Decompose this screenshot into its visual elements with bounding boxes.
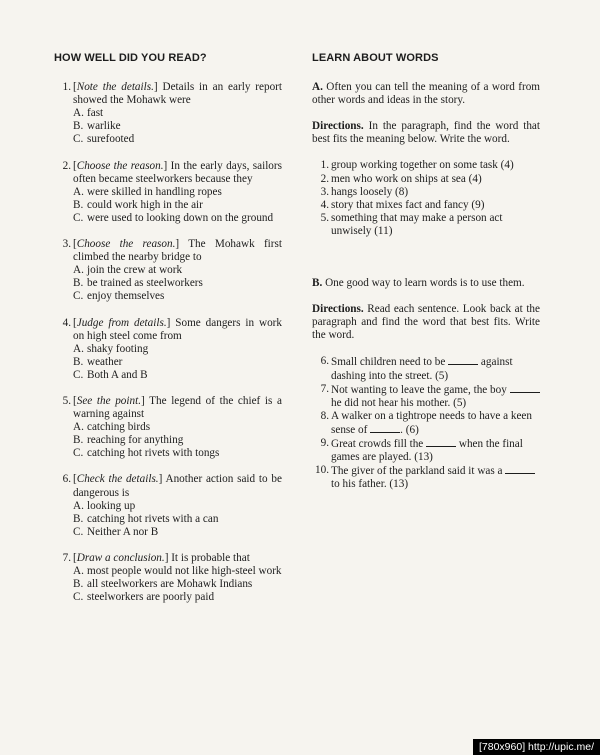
answer-option: C. steelworkers are poorly paid <box>73 591 215 604</box>
list-item: 10. The giver of the parkland said it was a to his father. (13) <box>312 464 540 491</box>
part-a-intro: A. Often you can tell the meaning of a word from other words and ideas in the story. <box>312 81 540 107</box>
answer-option: A. most people would not like high-steel work <box>73 565 282 577</box>
question-hint: Judge from details. <box>76 316 167 329</box>
watermark-label: [780x960] http://upic.me/ <box>473 739 600 755</box>
question-number: 1. <box>62 81 71 94</box>
answer-option: C. were used to looking down on the ground <box>73 211 274 224</box>
question: 4. [Judge from details.] Some dangers in work on high steel come from A. shaky footing B. weather C. Both A and B <box>54 317 282 382</box>
part-a-items <box>312 159 540 238</box>
answer-option: C. Both A and B <box>73 368 148 381</box>
answer-option: B. catching hot rivets with a can <box>73 512 219 525</box>
vocabulary-column <box>312 52 540 504</box>
question-text: ] Some dangers in work on high steel come from <box>73 316 283 342</box>
answer-option: A. shaky footing <box>73 342 149 355</box>
answer-option: C. Neither A nor B <box>73 525 159 538</box>
part-b-directions: Directions. Read each sentence. Look back at the paragraph and find the word that best fits. Write the word. <box>312 303 540 342</box>
vocabulary-heading: LEARN ABOUT WORDS <box>312 52 439 64</box>
answer-option: B. warlike <box>73 120 121 133</box>
part-b-items <box>312 355 540 491</box>
question: 6. [Check the details.] Another action said to be dangerous is A. looking up B. catching hot rivets with a can C. Neither A nor B <box>54 473 282 538</box>
answer-option: A. were skilled in handling ropes <box>73 185 222 198</box>
list-item: 8. A walker on a tightrope needs to have a keen sense of . (6) <box>320 409 532 436</box>
question-number: 5. <box>62 394 71 407</box>
question-hint: See the point. <box>76 394 141 407</box>
question-text: ] The legend of the chief is a warning against <box>73 394 282 421</box>
question: 5. [See the point.] The legend of the chief is a warning against A. catching birds B. reaching for anything C. catching hot rivets with tongs <box>54 395 282 460</box>
question-number: 2. <box>62 159 71 172</box>
answer-option: A. catching birds <box>73 421 151 434</box>
answer-blank <box>510 383 540 393</box>
question-hint: Check the details. <box>76 473 159 486</box>
list-item: 4. story that mixes fact and fancy (9) <box>320 198 485 211</box>
reading-questions-column <box>54 52 282 617</box>
answer-option: B. weather <box>73 355 123 368</box>
part-a-directions: Directions. In the paragraph, find the word that best fits the meaning below. Write the word. <box>312 120 540 146</box>
answer-option: C. enjoy themselves <box>73 290 165 303</box>
question-hint: Note the details. <box>76 81 154 94</box>
list-item: 2. men who work on ships at sea (4) <box>320 172 482 185</box>
question-text: ] Details in an early report showed the Mohawk were <box>73 81 282 107</box>
part-b-intro: B. One good way to learn words is to use them. <box>312 277 525 290</box>
list-item: 5. something that may make a person act unwisely (11) <box>320 211 503 237</box>
question-hint: Choose the reason. <box>76 159 164 172</box>
answer-blank <box>426 437 456 447</box>
answer-blank <box>370 423 400 433</box>
question-number: 6. <box>62 473 71 486</box>
question: 2. [Choose the reason.] In the early days, sailors often became steelworkers because they A. were skilled in handling ropes B. could work high in the air C. were used to looking down on the ground <box>54 160 282 225</box>
answer-option: B. could work high in the air <box>73 198 203 211</box>
answer-option: C. surefooted <box>73 133 135 146</box>
list-item: 7. Not wanting to leave the game, the boy he did not hear his mother. (5) <box>312 383 540 410</box>
answer-option: B. reaching for anything <box>73 434 184 447</box>
question-hint: Draw a conclusion. <box>76 551 165 564</box>
list-item: 9. Great crowds fill the when the final games are played. (13) <box>320 436 523 464</box>
answer-option: B. be trained as steelworkers <box>73 277 203 290</box>
question: 7. [Draw a conclusion.] It is probable that A. most people would not like high-steel work B. all steelworkers are Mohawk Indians C. steelworkers are poorly paid <box>54 552 282 604</box>
question-text: ] It is probable that <box>164 551 250 564</box>
question-text: ] In the early days, sailors often became steelworkers because they <box>73 159 282 185</box>
list-item: 1. group working together on some task (4) <box>320 159 514 172</box>
reading-questions-heading: HOW WELL DID YOU READ? <box>54 52 207 64</box>
question-hint: Choose the reason. <box>76 238 176 251</box>
question-number: 7. <box>62 551 71 564</box>
answer-option: B. all steelworkers are Mohawk Indians <box>73 578 253 591</box>
question-number: 3. <box>62 238 71 251</box>
question-text: ] The Mohawk first climbed the nearby bridge to <box>73 238 282 264</box>
answer-option: A. fast <box>73 107 104 120</box>
question: 1. [Note the details.] Details in an early report showed the Mohawk were A. fast B. warlike C. surefooted <box>54 81 282 146</box>
answer-blank <box>448 355 478 365</box>
answer-blank <box>505 464 535 474</box>
answer-option: A. looking up <box>73 499 136 512</box>
list-item: 3. hangs loosely (8) <box>320 185 409 198</box>
answer-option: A. join the crew at work <box>73 264 183 277</box>
answer-option: C. catching hot rivets with tongs <box>73 447 220 460</box>
list-item: 6. Small children need to be against dashing into the street. (5) <box>320 355 513 382</box>
question-text: ] Another action said to be dangerous is <box>73 473 282 499</box>
question: 3. [Choose the reason.] The Mohawk first climbed the nearby bridge to A. join the crew at work B. be trained as steelworkers C. enjoy themselves <box>54 238 282 303</box>
question-number: 4. <box>62 316 71 329</box>
